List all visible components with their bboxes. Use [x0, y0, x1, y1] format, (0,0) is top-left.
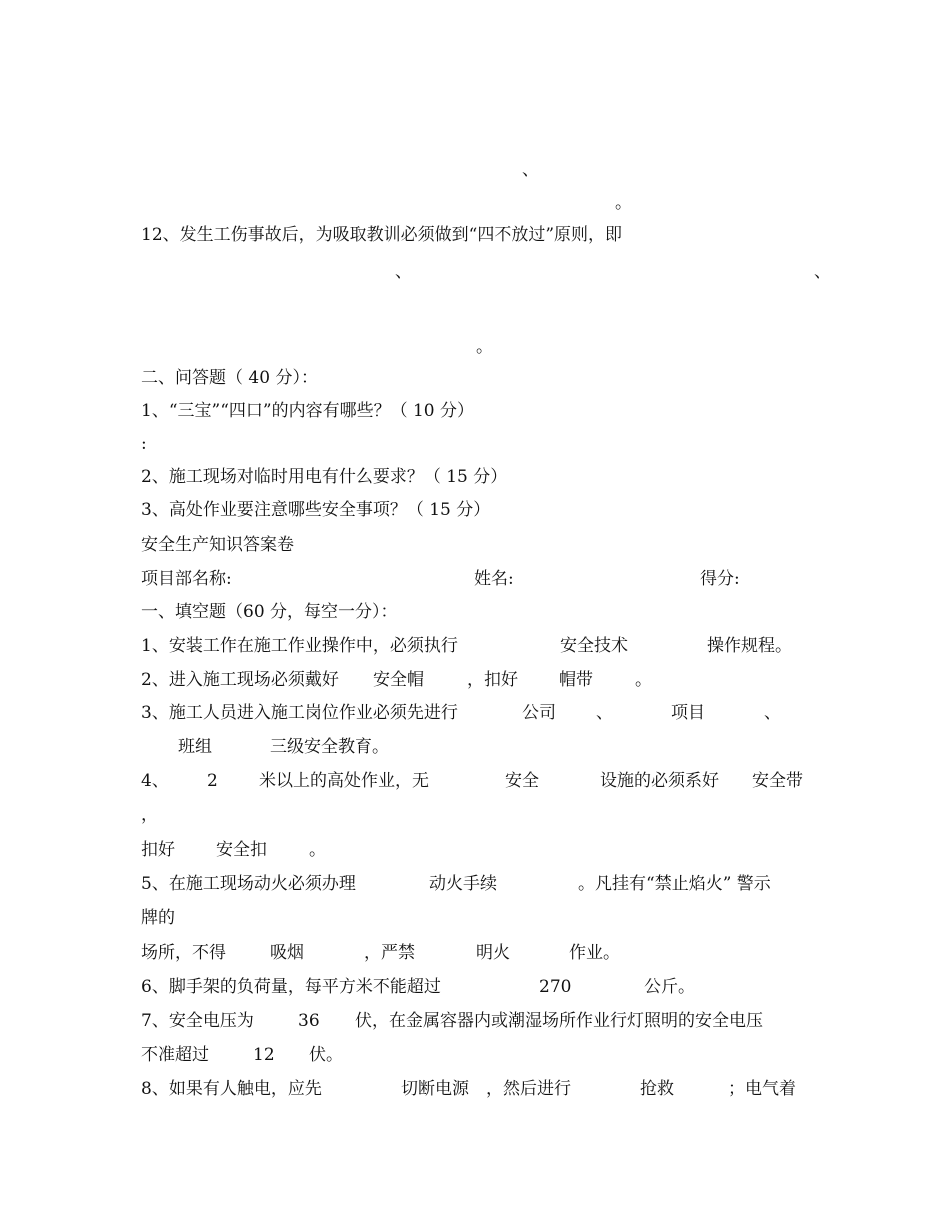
answer-8-fill-2: 抢救	[640, 1079, 674, 1099]
q12-blank-period: 。	[476, 337, 493, 357]
answer-4-fill-3: 安全带	[752, 771, 803, 791]
answer-7-fill-1: 36	[298, 1011, 320, 1031]
score-label: 得分:	[700, 569, 740, 589]
answer-7-line2-prefix: 不准超过	[141, 1045, 209, 1065]
answer-3-fill-1: 公司	[522, 703, 556, 723]
answer-6-prefix: 6、脚手架的负荷量，每平方米不能超过	[141, 977, 441, 997]
answer-7-prefix: 7、安全电压为	[141, 1011, 254, 1031]
answer-4-mid-2: 设施的必须系好	[600, 771, 719, 791]
part2-question-1-colon: :	[141, 434, 147, 454]
answer-4-suffix: 。	[309, 840, 326, 860]
answer-5-line2: 牌的	[141, 908, 175, 928]
answer-2-fill-1: 安全帽	[373, 670, 424, 690]
part2-question-2: 2、施工现场对临时用电有什么要求？（ 15 分）	[141, 467, 508, 487]
answer-3-fill-2: 项目	[671, 703, 705, 723]
answer-5-line3-prefix: 场所，不得	[141, 943, 226, 963]
top-separator-mark: 、	[522, 160, 539, 180]
answer-3-sep-2: 、	[764, 703, 781, 723]
answer-8-prefix: 8、如果有人触电，应先	[141, 1079, 322, 1099]
answer-8-mid: ，然后进行	[486, 1079, 571, 1099]
q12-blank-separator-2: 、	[814, 262, 831, 282]
answer-5-mid-1: 。凡挂有“禁止焰火” 警示	[578, 874, 771, 894]
answer-4-mid-1: 米以上的高处作业，无	[259, 771, 429, 791]
answer-1-prefix: 1、安装工作在施工作业操作中，必须执行	[141, 636, 458, 656]
answer-sheet-title: 安全生产知识答案卷	[141, 535, 294, 555]
answer-4-fill-2: 安全	[505, 771, 539, 791]
question-12-text: 12、发生工伤事故后，为吸取教训必须做到“四不放过”原则，即	[141, 225, 623, 245]
answer-4-fill-4: 安全扣	[216, 840, 267, 860]
answer-4-line3-prefix: 扣好	[141, 840, 175, 860]
answer-6-suffix: 公斤。	[644, 977, 695, 997]
project-name-label: 项目部名称:	[141, 569, 232, 589]
answer-4-prefix: 4、	[141, 771, 169, 791]
top-period-mark: 。	[615, 193, 632, 213]
part2-heading: 二、问答题（ 40 分）：	[141, 368, 318, 388]
q12-blank-separator-1: 、	[395, 262, 412, 282]
answer-5-fill-1: 动火手续	[429, 874, 497, 894]
answer-2-fill-2: 帽带	[559, 670, 593, 690]
answer-5-prefix: 5、在施工现场动火必须办理	[141, 874, 356, 894]
name-label: 姓名:	[474, 569, 514, 589]
answer-3-fill-3: 班组	[178, 737, 212, 757]
answer-7-mid: 伏，在金属容器内或潮湿场所作业行灯照明的安全电压	[355, 1011, 763, 1031]
answer-4-fill-1: 2	[207, 771, 218, 791]
answer-5-fill-3: 明火	[476, 943, 510, 963]
answer-6-fill-1: 270	[539, 977, 572, 997]
answer-3-suffix: 三级安全教育。	[270, 737, 389, 757]
answer-7-suffix: 伏。	[309, 1045, 343, 1065]
part2-question-1: 1、“三宝”“四口”的内容有哪些？（ 10 分）	[141, 401, 475, 421]
answer-5-suffix: 作业。	[569, 943, 620, 963]
answer-8-suffix: ；电气着	[728, 1079, 796, 1099]
answer-3-prefix: 3、施工人员进入施工岗位作业必须先进行	[141, 703, 458, 723]
part1-heading: 一、填空题（60 分，每空一分）：	[141, 602, 398, 622]
answer-8-fill-1: 切断电源	[401, 1079, 469, 1099]
answer-1-suffix: 操作规程。	[707, 636, 792, 656]
answer-2-suffix: 。	[635, 670, 652, 690]
answer-3-sep-1: 、	[596, 703, 613, 723]
answer-5-fill-2: 吸烟	[270, 943, 304, 963]
answer-2-mid: ，扣好	[467, 670, 518, 690]
part2-question-3: 3、高处作业要注意哪些安全事项？（ 15 分）	[141, 500, 491, 520]
answer-5-mid-2: ，严禁	[364, 943, 415, 963]
answer-7-fill-2: 12	[253, 1045, 275, 1065]
answer-4-comma: ，	[141, 805, 158, 825]
answer-1-fill-1: 安全技术	[560, 636, 628, 656]
answer-2-prefix: 2、进入施工现场必须戴好	[141, 670, 339, 690]
